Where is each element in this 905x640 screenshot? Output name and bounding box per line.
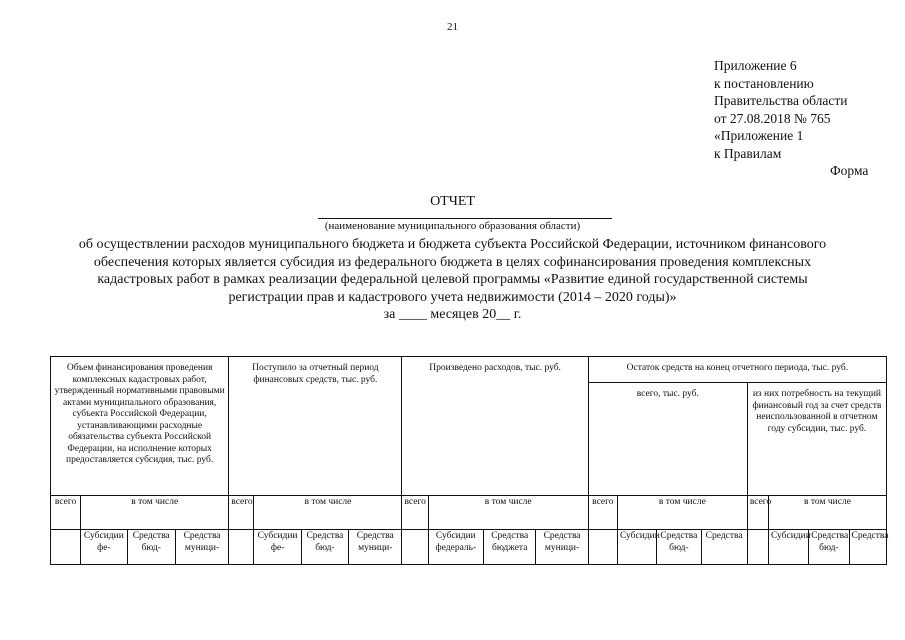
header-financing: Объем финансирования проведения комплексных кадастровых работ, утвержденный нормативными правовыми актами муниципального образования, субъекта Российской Федерации, устанавливающими расходные обязательства субъекта Российской Федерации, на исполнение которых предоставляется субсидия, тыс. руб.	[51, 357, 229, 496]
subcolumn-header: Субсидии фе-	[254, 530, 301, 565]
report-period: за ____ месяцев 20__ г.	[383, 307, 522, 322]
including-cell: в том числе	[768, 496, 886, 530]
description-line: кадастровых работ в рамках реализации федеральной целевой программы «Развитие единой государственной системы	[97, 272, 808, 288]
appendix-line: к постановлению	[714, 75, 814, 91]
report-table	[50, 356, 887, 565]
total-cell: всего	[402, 496, 428, 530]
including-cell: в том числе	[254, 496, 402, 530]
empty-cell	[588, 530, 617, 565]
empty-cell	[51, 530, 81, 565]
including-cell: в том числе	[428, 496, 588, 530]
page-number: 21	[447, 21, 458, 33]
municipality-caption: (наименование муниципального образования области)	[324, 220, 581, 232]
appendix-line: к Правилам	[714, 145, 782, 161]
subcolumn-header: Средства муници-	[536, 530, 588, 565]
header-balance-total: всего, тыс. руб.	[588, 383, 747, 496]
header-balance-need: из них потребность на текущий финансовый год за счет средств неиспользованной в отчетном году субсидии, тыс. руб.	[747, 383, 886, 496]
municipality-name-line	[318, 218, 612, 219]
appendix-block	[714, 57, 847, 162]
appendix-line: Приложение 6	[714, 58, 797, 73]
subcolumn-header: Средства бюджета	[484, 530, 536, 565]
empty-cell	[402, 530, 428, 565]
subcolumn-header: Средства муници-	[349, 530, 402, 565]
appendix-line: Правительства области	[714, 93, 848, 108]
subcolumn-header: Субсидии	[768, 530, 808, 565]
subcolumn-header: Средства бюд-	[127, 530, 175, 565]
report-description	[40, 236, 865, 306]
appendix-line: «Приложение 1	[714, 128, 804, 143]
header-balance: Остаток средств на конец отчетного периода, тыс. руб.	[588, 357, 886, 383]
description-line: об осуществлении расходов муниципального бюджета и бюджета субъекта Российской Федерации, источником финансового	[78, 237, 827, 252]
subcolumn-header: Средства бюд-	[301, 530, 348, 565]
empty-cell	[229, 530, 254, 565]
document-title: ОТЧЕТ	[430, 194, 475, 209]
description-line: регистрации прав и кадастрового учета недвижимости (2014 – 2020 годы)»	[228, 289, 677, 305]
appendix-line: от 27.08.2018 № 765	[714, 110, 831, 126]
subcolumn-header: Средства бюд-	[809, 530, 849, 565]
total-cell: всего	[229, 496, 254, 530]
form-label: Форма	[830, 163, 869, 178]
header-spent: Произведено расходов, тыс. руб.	[402, 357, 588, 496]
subcolumn-header: Субсидии	[617, 530, 656, 565]
total-cell: всего	[588, 496, 617, 530]
subcolumn-header: Средства бюд-	[657, 530, 701, 565]
description-line: обеспечения которых является субсидия из федерального бюджета в целях софинансирования проведения комплексных	[93, 254, 812, 270]
subcolumn-header: Субсидии фе-	[81, 530, 127, 565]
subcolumn-header: Средства	[849, 530, 886, 565]
total-cell: всего	[51, 496, 81, 530]
including-cell: в том числе	[617, 496, 747, 530]
header-received: Поступило за отчетный период финансовых средств, тыс. руб.	[229, 357, 402, 496]
including-cell: в том числе	[81, 496, 229, 530]
subcolumn-header: Субсидии федераль-	[428, 530, 483, 565]
empty-cell	[747, 530, 768, 565]
subcolumn-header: Средства муници-	[175, 530, 228, 565]
total-cell: всего	[747, 496, 768, 530]
subcolumn-header: Средства	[701, 530, 747, 565]
